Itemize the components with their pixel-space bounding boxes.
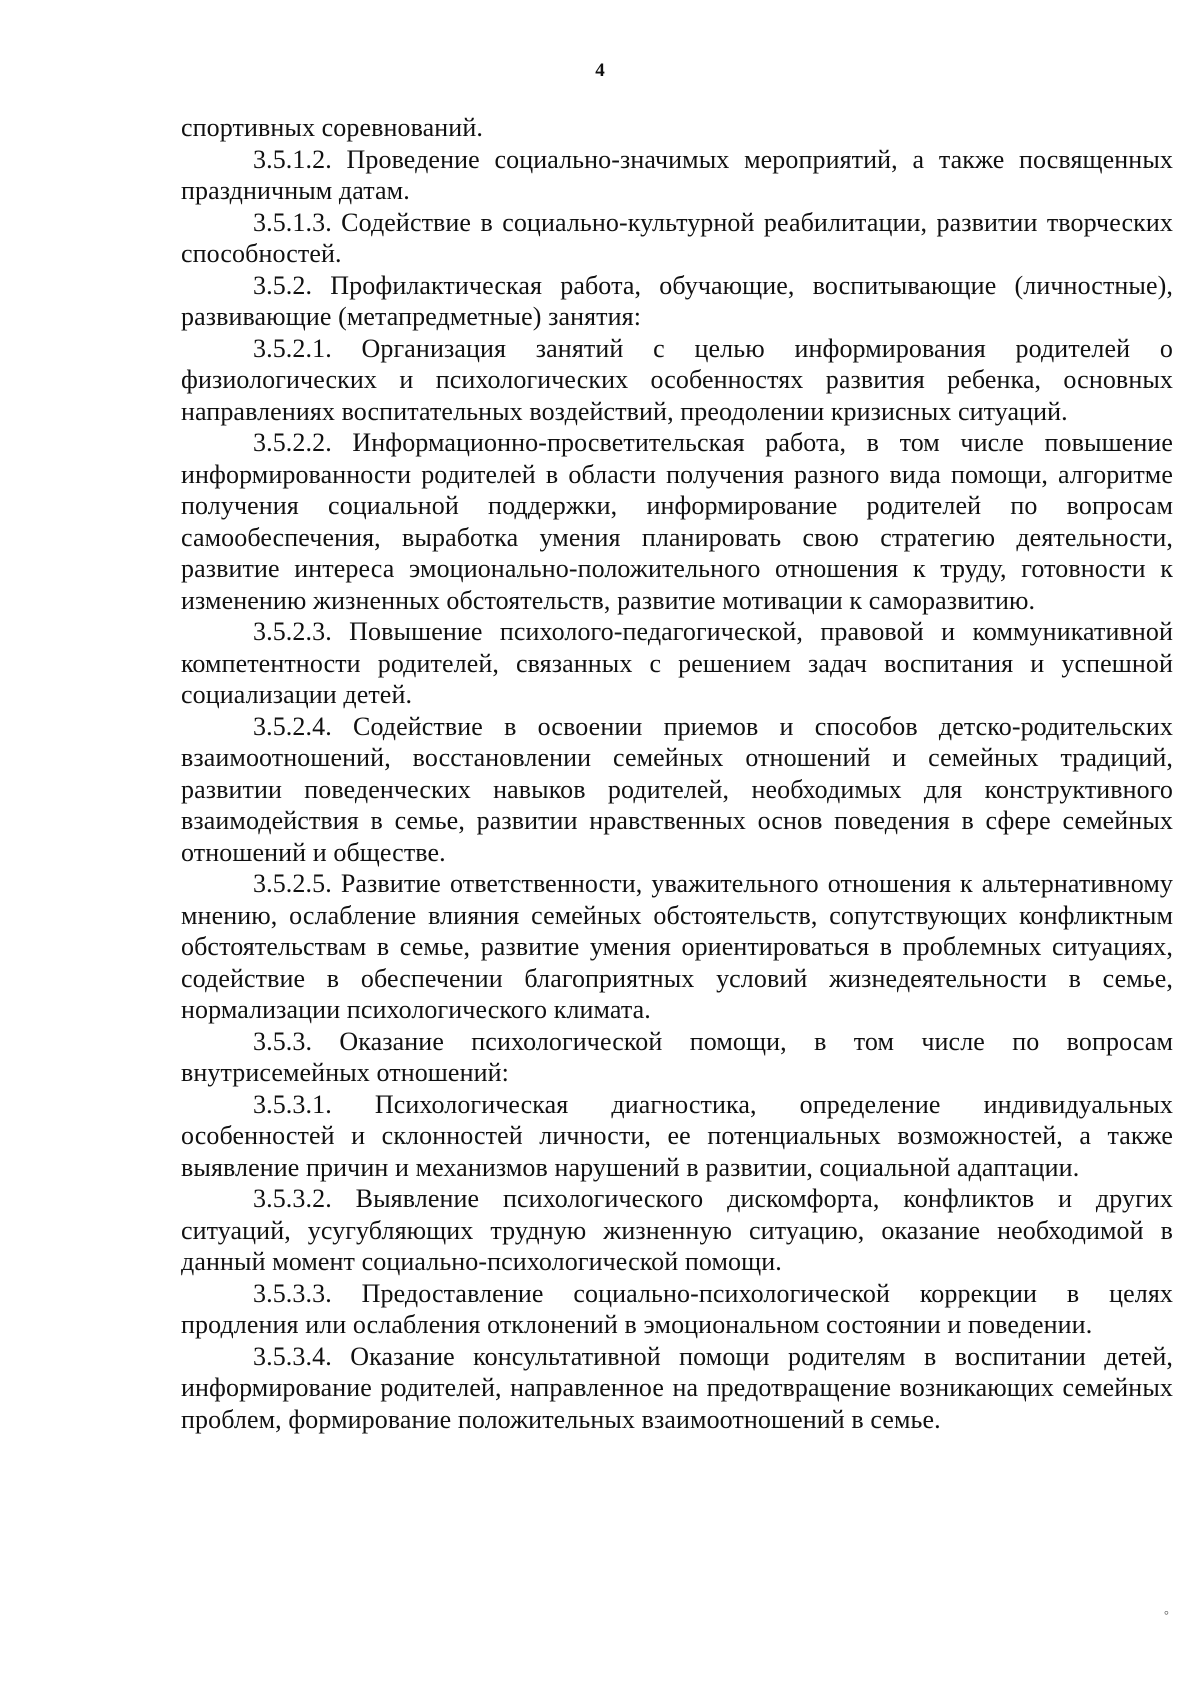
paragraph-3-5-2-2: 3.5.2.2. Информационно-просветительская работа, в том числе повышение информированности родителей в области получения разного вида помощи, алгоритме получения социальной поддержки, информирование родителей по вопросам самообеспечения, выработка умения планировать свою стратегию деятельности, развитие интереса эмоционально-положительного отношения к труду, готовности к изменению жизненных обстоятельств, развитие мотивации к саморазвитию. [181, 428, 1173, 615]
paragraph-continuation: спортивных соревнований. [181, 113, 483, 142]
scan-speck: ° [1164, 1608, 1169, 1622]
paragraph-3-5-3-4: 3.5.3.4. Оказание консультативной помощи родителям в воспитании детей, информирование родителей, направленное на предотвращение возникающих семейных проблем, формирование положительных взаимоотношений в семье. [181, 1341, 1173, 1434]
paragraph-3-5-3-3: 3.5.3.3. Предоставление социально-психологической коррекции в целях продления или ослабления отклонений в эмоциональном состоянии и поведении. [181, 1278, 1173, 1339]
document-body [181, 112, 1173, 1435]
paragraph-3-5-3-2: 3.5.3.2. Выявление психологического дискомфорта, конфликтов и других ситуаций, усугубляющих трудную жизненную ситуацию, оказание необходимой в данный момент социально-психологической помощи. [181, 1184, 1173, 1276]
paragraph-3-5-2-5: 3.5.2.5. Развитие ответственности, уважительного отношения к альтернативному мнению, ослабление влияния семейных обстоятельств, сопутствующих конфликтным обстоятельствам в семье, развитие умения ориентироваться в проблемных ситуациях, содействие в обеспечении благоприятных условий жизнедеятельности в семье, нормализации психологического климата. [181, 869, 1173, 1024]
paragraph-3-5-1-3: 3.5.1.3. Содействие в социально-культурной реабилитации, развитии творческих способностей. [181, 207, 1173, 268]
paragraph-3-5-2-1: 3.5.2.1. Организация занятий с целью информирования родителей о физиологических и психологических особенностях развития ребенка, основных направлениях воспитательных воздействий, преодолении кризисных ситуаций. [181, 333, 1173, 426]
paragraph-3-5-2-4: 3.5.2.4. Содействие в освоении приемов и способов детско-родительских взаимоотношений, восстановлении семейных отношений и семейных традиций, развитии поведенческих навыков родителей, необходимых для конструктивного взаимодействия в семье, развитии нравственных основ поведения в сфере семейных отношений и обществе. [181, 711, 1173, 867]
paragraph-3-5-2: 3.5.2. Профилактическая работа, обучающие, воспитывающие (личностные), развивающие (метапредметные) занятия: [181, 270, 1173, 331]
paragraph-3-5-1-2: 3.5.1.2. Проведение социально-значимых мероприятий, а также посвященных праздничным датам. [181, 144, 1173, 205]
page-number: 4 [595, 60, 605, 81]
paragraph-3-5-3: 3.5.3. Оказание психологической помощи, в том числе по вопросам внутрисемейных отношений: [181, 1026, 1173, 1087]
paragraph-3-5-2-3: 3.5.2.3. Повышение психолого-педагогической, правовой и коммуникативной компетентности родителей, связанных с решением задач воспитания и успешной социализации детей. [181, 617, 1173, 709]
paragraph-3-5-3-1: 3.5.3.1. Психологическая диагностика, определение индивидуальных особенностей и склонностей личности, ее потенциальных возможностей, а также выявление причин и механизмов нарушений в развитии, социальной адаптации. [181, 1089, 1173, 1182]
